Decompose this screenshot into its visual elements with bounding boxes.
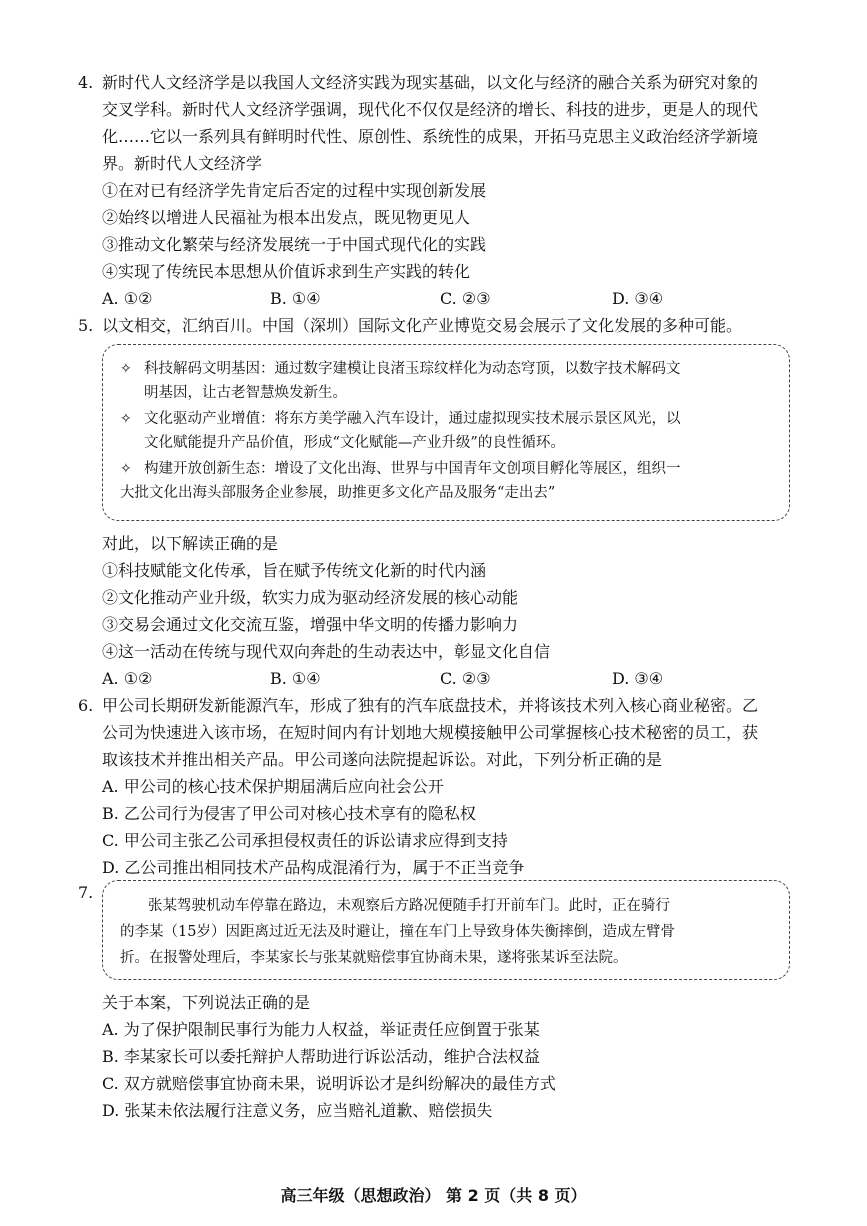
answer-option-a: A. ①②	[102, 289, 153, 308]
material-line: 文化赋能提升产品价值，形成“文化赋能—产业升级”的良性循环。	[144, 435, 565, 451]
page-footer: 高三年级（思想政治） 第 2 页（共 8 页）	[280, 1186, 587, 1205]
statement-item: ①科技赋能文化传承，旨在赋予传统文化新的时代内涵	[102, 561, 487, 580]
statement-item: ②始终以增进人民福祉为根本出发点，既见物更见人	[102, 208, 471, 227]
material-line: 文化驱动产业增值：将东方美学融入汽车设计，通过虚拟现实技术展示景区风光，以	[144, 411, 681, 427]
question-stem-line: 化……它以一系列具有鲜明时代性、原创性、系统性的成果，开拓马克思主义政治经济学新境	[102, 127, 759, 146]
diamond-bullet-icon: ✧	[120, 411, 132, 427]
question-stem-line: 以文相交，汇纳百川。中国（深圳）国际文化产业博览交易会展示了文化发展的多种可能。	[102, 316, 743, 335]
answer-option-b: B. 李某家长可以委托辩护人帮助进行诉讼活动，维护合法权益	[102, 1047, 540, 1066]
case-line: 的李某（15岁）因距离过近无法及时避让，撞在车门上导致身体失衡摔倒，造成左臂骨	[120, 924, 675, 940]
question-stem-line: 公司为快速进入该市场，在短时间内有计划地大规模接触甲公司掌握核心技术秘密的员工，获	[102, 723, 759, 742]
question-number: 7.	[78, 883, 94, 902]
answer-option-a: A. ①②	[102, 669, 153, 688]
question-prompt: 关于本案，下列说法正确的是	[102, 993, 311, 1012]
answer-option-d: D. ③④	[612, 669, 664, 688]
statement-item: ③推动文化繁荣与经济发展统一于中国式现代化的实践	[102, 235, 487, 254]
question-prompt: 对此，以下解读正确的是	[102, 534, 279, 553]
answer-option-d: D. 乙公司推出相同技术产品构成混淆行为，属于不正当竞争	[102, 858, 525, 877]
question-number: 4.	[78, 73, 94, 92]
case-line: 折。在报警处理后，李某家长与张某就赔偿事宜协商未果，遂将张某诉至法院。	[120, 950, 628, 966]
answer-option-c: C. ②③	[440, 289, 491, 308]
statement-item: ④这一活动在传统与现代双向奔赴的生动表达中，彰显文化自信	[102, 642, 551, 661]
statement-item: ④实现了传统民本思想从价值诉求到生产实践的转化	[102, 262, 471, 281]
statement-item: ②文化推动产业升级，软实力成为驱动经济发展的核心动能	[102, 588, 519, 607]
material-line: 科技解码文明基因：通过数字建模让良渚玉琮纹样化为动态穹顶，以数字技术解码文	[144, 361, 681, 377]
question-stem-line: 取该技术并推出相关产品。甲公司遂向法院提起诉讼。对此，下列分析正确的是	[102, 750, 663, 769]
question-stem-line: 界。新时代人文经济学	[102, 154, 263, 173]
answer-option-d: D. ③④	[612, 289, 664, 308]
answer-option-a: A. 甲公司的核心技术保护期届满后应向社会公开	[102, 777, 444, 796]
question-stem-line: 甲公司长期研发新能源汽车，形成了独有的汽车底盘技术，并将该技术列入核心商业秘密。乙	[102, 696, 759, 715]
statement-item: ①在对已有经济学先肯定后否定的过程中实现创新发展	[102, 181, 487, 200]
answer-option-c: C. 甲公司主张乙公司承担侵权责任的诉讼请求应得到支持	[102, 831, 508, 850]
answer-option-c: C. ②③	[440, 669, 491, 688]
statement-item: ③交易会通过文化交流互鉴，增强中华文明的传播力影响力	[102, 615, 519, 634]
diamond-bullet-icon: ✧	[120, 361, 132, 377]
question-stem-line: 新时代人文经济学是以我国人文经济实践为现实基础，以文化与经济的融合关系为研究对象的	[102, 73, 759, 92]
answer-option-b: B. 乙公司行为侵害了甲公司对核心技术享有的隐私权	[102, 804, 476, 823]
material-line: 明基因，让古老智慧焕发新生。	[144, 385, 347, 401]
question-stem-line: 交叉学科。新时代人文经济学强调，现代化不仅仅是经济的增长、科技的进步，更是人的现代	[102, 100, 759, 119]
answer-option-c: C. 双方就赔偿事宜协商未果，说明诉讼才是纠纷解决的最佳方式	[102, 1074, 556, 1093]
diamond-bullet-icon: ✧	[120, 461, 132, 477]
question-number: 6.	[78, 696, 94, 715]
answer-option-b: B. ①④	[270, 669, 321, 688]
answer-option-d: D. 张某未依法履行注意义务，应当赔礼道歉、赔偿损失	[102, 1101, 493, 1120]
answer-option-a: A. 为了保护限制民事行为能力人权益，举证责任应倒置于张某	[102, 1020, 540, 1039]
answer-option-b: B. ①④	[270, 289, 321, 308]
material-line: 大批文化出海头部服务企业参展，助推更多文化产品及服务“走出去”	[120, 485, 556, 501]
question-number: 5.	[78, 316, 94, 335]
material-line: 构建开放创新生态：增设了文化出海、世界与中国青年文创项目孵化等展区，组织一	[144, 461, 681, 477]
case-line: 张某驾驶机动车停靠在路边，未观察后方路况便随手打开前车门。此时，正在骑行	[148, 898, 670, 914]
